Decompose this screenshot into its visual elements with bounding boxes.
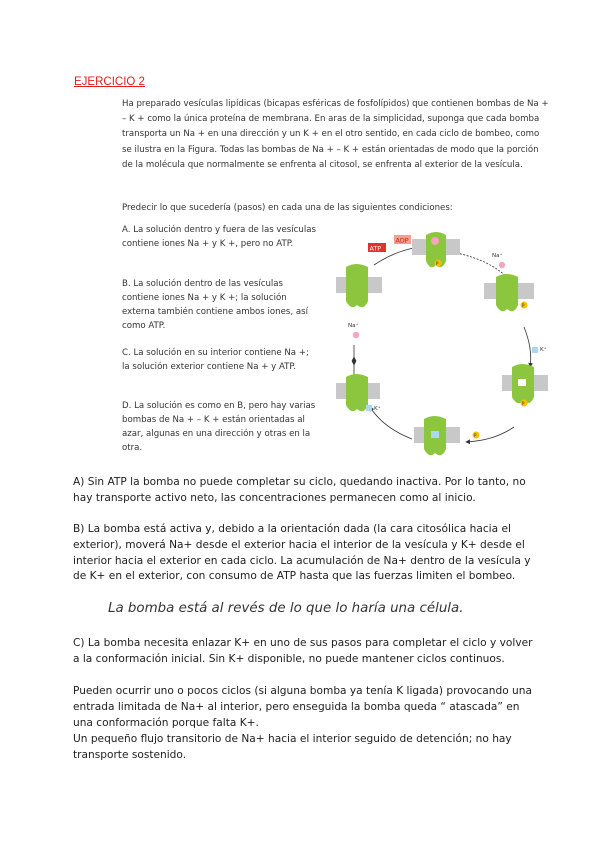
atp-label: ATP [369, 244, 382, 253]
pump-cycle-figure [334, 227, 550, 467]
phosphate-label: P [522, 303, 525, 308]
condition-a: A. La solución dentro y fuera de las vesículas contiene iones Na + y K +, pero no ATP. [122, 225, 316, 249]
pump-state-2 [484, 274, 534, 311]
condition-d: D. La solución es como en B, pero hay varias bombas de Na + – K + están orientadas al azar, algunas en una dirección y otras en la otra. [122, 401, 316, 453]
answer-c-part-3: Un pequeño flujo transitorio de Na+ hacia el interior seguido de detención; no hay transporte sostenido. [73, 733, 512, 761]
pump-state-6 [336, 264, 382, 307]
na-label: Na⁺ [492, 253, 503, 259]
k-ion [532, 347, 538, 353]
phosphate-label: P [522, 401, 525, 406]
k-label: K⁺ [374, 406, 381, 412]
answer-a: A) Sin ATP la bomba no puede completar su ciclo, quedando inactiva. Por lo tanto, no hay transporte activo neto, las concentraciones permanecen como al inicio. [73, 476, 526, 504]
answer-c-part-1: C) La bomba necesita enlazar K+ en uno de sus pasos para completar el ciclo y volver a la conformación inicial. Sin K+ disponible, no puede mantener ciclos continuos. [73, 637, 533, 665]
na-ion [353, 332, 359, 338]
answer-b: B) La bomba está activa y, debido a la orientación dada (la cara citosólica hacia el exterior), moverá Na+ desde el exterior hacia el interior de la vesícula y K+ desde el interior hacia el exterior en cada ciclo. La acumulación de Na+ dentro de la vesícula y de K+ en el exterior, con consumo de ATP hasta que las fuerzas limiten el bombeo. [73, 523, 531, 583]
answer-c-part-2: Pueden ocurrir uno o pocos ciclos (si alguna bomba ya tenía K ligada) provocando una entrada limitada de Na+ al interior, pero enseguida la bomba queda “ atascada” en una conformación porque falta K+. [73, 685, 532, 729]
na-label: Na⁺ [348, 323, 359, 329]
condition-c: C. La solución en su interior contiene Na +; la solución exterior contiene Na + y ATP. [122, 348, 309, 372]
k-ion [366, 405, 372, 411]
predict-instruction: Predecir lo que sucedería (pasos) en cada una de las siguientes condiciones: [122, 203, 453, 213]
phosphate-label: P [436, 261, 439, 266]
pump-state-4 [414, 416, 480, 455]
intro-paragraph: Ha preparado vesículas lipídicas (bicapas esféricas de fosfolípidos) que contienen bombas de Na + – K + como la única proteína de membrana. En aras de la simplicidad, suponga que cada bomba transporta un Na + en una dirección y un K + en el otro sentido, en cada ciclo de bombeo, como se ilustra en la Figura. Todas las bombas de Na + – K + están orientadas de modo que la porción de la molécula que normalmente se enfrenta al citosol, se enfrenta al exterior de la vesícula. [122, 99, 549, 170]
k-label: K⁺ [540, 347, 547, 353]
condition-b: B. La solución dentro de las vesículas contiene iones Na + y K +; la solución externa también contiene ambos iones, así como ATP. [122, 279, 308, 331]
adp-label: ADP [395, 236, 409, 245]
cycle-arrow [524, 327, 531, 367]
handwritten-note: La bomba está al revés de lo que lo haría una célula. [108, 601, 464, 616]
scanned-exercise-image [122, 97, 550, 469]
exercise-title: EJERCICIO 2 [74, 76, 145, 88]
na-ion [499, 262, 505, 268]
phosphate-label: P [474, 433, 477, 438]
pump-state-3 [502, 364, 548, 407]
